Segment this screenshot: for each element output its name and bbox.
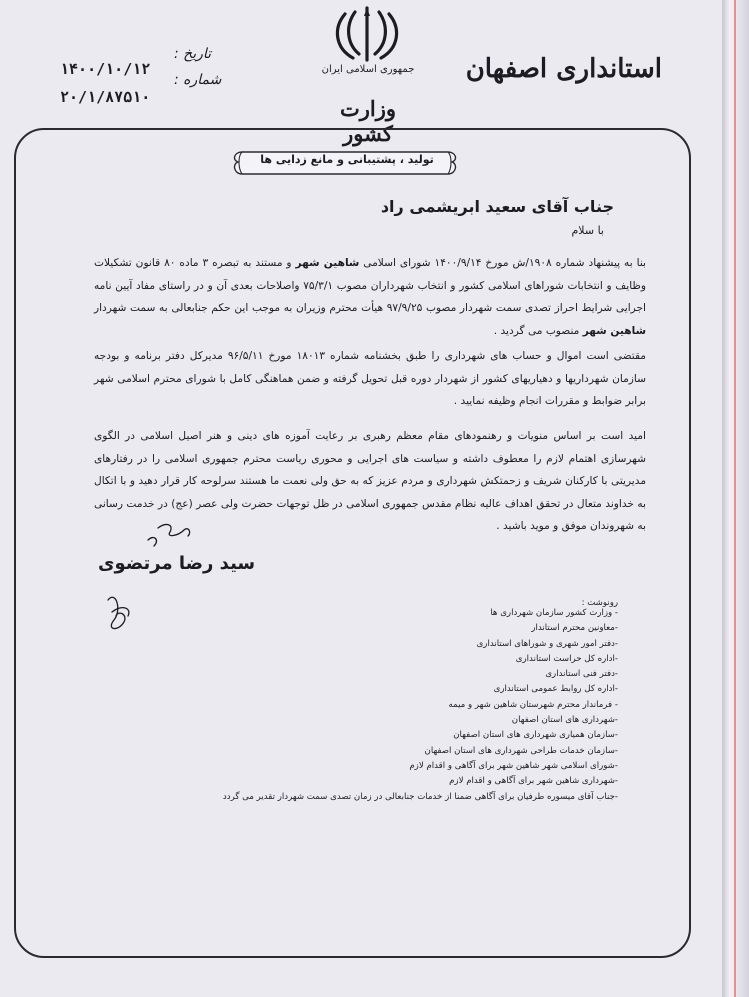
iran-emblem-icon	[331, 6, 403, 64]
cc-item: -شورای اسلامی شهر شاهین شهر برای آگاهی و اقدام لازم	[409, 760, 618, 771]
cc-item: -اداره کل حراست استانداری	[515, 653, 618, 664]
paragraph-text: و مستند به تبصره ۳ ماده ۸۰ قانون تشکیلات وظایف و انتخابات شوراهای اسلامی کشور و انتخاب شهرداران مصوب ۷۵/۳/۱ واصلاحات بعدی آن و در راستای مفاد آیین نامه اجرایی شرایط احراز تصدی سمت شهردار مصوب ۹۷/۹/۲۵ هیأت محترم وزیران به موجب این حکم جنابعالی به سمت شهردار	[94, 257, 646, 314]
paragraph-text: بنا به پیشنهاد شماره ۱۹۰۸/ش مورخ ۱۴۰۰/۹/۱۴ شورای اسلامی	[363, 257, 646, 269]
paragraph-appointment	[94, 252, 646, 342]
cc-item: -اداره کل روابط عمومی استانداری	[493, 684, 618, 695]
cc-title: رونوشت :	[581, 598, 618, 608]
signatory-name: سید رضا مرتضوی	[98, 553, 256, 574]
city-name: شاهین شهر	[295, 257, 360, 269]
paragraph-text: منصوب می گردید .	[493, 324, 580, 337]
banner-slogan: تولید ، پشتیبانی و مانع زدایی ها	[260, 153, 434, 166]
cc-item: - وزارت کشور سازمان شهرداری ها	[490, 608, 618, 618]
republic-label: جمهوری اسلامی ایران	[321, 64, 415, 75]
cc-items	[222, 606, 618, 805]
governorate-title: استانداری اصفهان	[465, 54, 662, 84]
cc-item: -شهرداری شاهین شهر برای آگاهی و اقدام لازم	[449, 776, 618, 787]
cc-item: -سازمان خدمات طراحی شهرداری های استان اصفهان	[424, 745, 618, 756]
greeting: با سلام	[571, 224, 604, 237]
addressee: جناب آقای سعید ابریشمی راد	[380, 197, 614, 216]
cc-item: -دفتر فنی استانداری	[545, 669, 618, 680]
date-label: تاریخ :	[174, 46, 212, 62]
cc-item: -سازمان همیاری شهرداری های استان اصفهان	[453, 730, 618, 741]
cc-item: -دفتر امور شهری و شوراهای استانداری	[476, 638, 618, 649]
paragraph-handover: مقتضی است اموال و حساب های شهرداری را طبق بخشنامه شماره ۱۸۰۱۳ مورخ ۹۶/۵/۱۱ مدیرکل دفتر برنامه و بودجه سازمان شهرداریها و دهیاریهای کشور از شهردار دوره قبل تحویل گرفته و ضمن هماهنگی کامل با شورای محترم اسلامی شهر برابر ضوابط و مقررات انجام وظیفه نمایید .	[94, 350, 646, 407]
cc-item: -معاونین محترم استاندار	[531, 623, 618, 634]
signature-scribble	[88, 520, 238, 635]
date-value: ۱۴۰۰/۱۰/۱۲	[60, 60, 151, 78]
number-label: شماره :	[174, 72, 222, 88]
margin-line	[734, 0, 736, 997]
cc-item: -شهرداری های استان اصفهان	[511, 715, 618, 726]
city-name: شاهین شهر	[582, 324, 646, 337]
ministry-title: وزارت کشور	[339, 96, 397, 146]
number-value: ۲۰/۱/۸۷۵۱۰	[60, 88, 151, 106]
paragraph-closing: امید است بر اساس منویات و رهنمودهای مقام معظم رهبری بر رعایت آموزه های دینی و هنر اصیل اسلامی در الگوی شهرسازی اهتمام لازم را معطوف داشته و سیاست های اجرایی و محوری ریاست محترم جمهوری اسلامی را در رفتارهای مدیریتی با کارکنان شریف و زحمتکش شهرداری و مردم عزیز که به حق ولی نعمت ما هستند سرلوحه کار قرار دهید و با اتکال به خداوند متعال در تحقق اهداف عالیه نظام مقدس جمهوری اسلامی در ظل توجهات حضرت ولی عصر (عج) در خدمت رسانی به شهروندان موفق و موید باشید .	[94, 430, 646, 532]
cc-item: - فرماندار محترم شهرستان شاهین شهر و میمه	[448, 699, 618, 710]
adjacent-page-edge	[722, 0, 749, 997]
cc-item: -جناب آقای میسوره طرفیان برای آگاهی ضمنا از خدمات جنابعالی در زمان تصدی سمت شهردار تقدیر می گردد	[222, 791, 618, 802]
